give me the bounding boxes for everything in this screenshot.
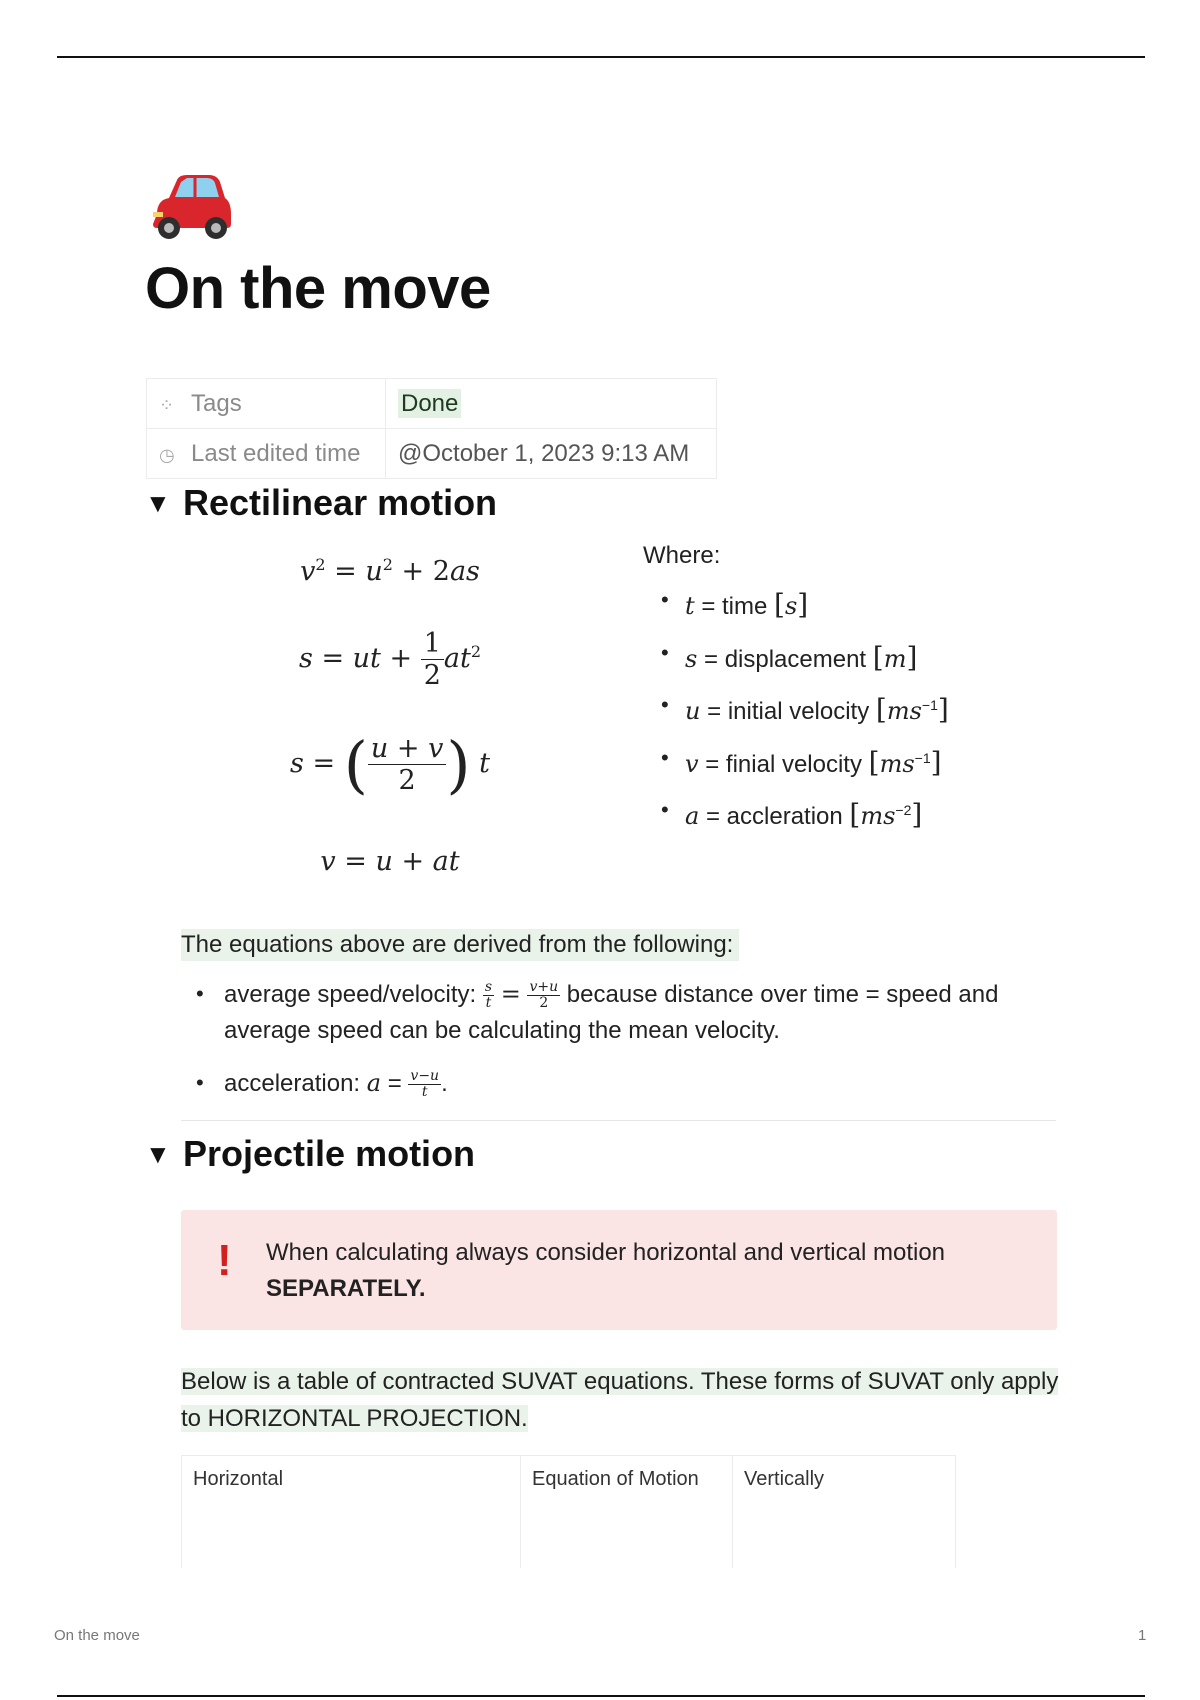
- property-value[interactable]: [386, 379, 717, 429]
- exclamation-icon: !: [217, 1236, 232, 1285]
- formula-v-minus-u-over-t: $\frac{v-u}{t}$: [410, 1068, 440, 1101]
- variable-list: [661, 588, 949, 851]
- footer-title: On the move: [54, 1627, 140, 1644]
- property-key: ⁘ Tags: [147, 379, 386, 429]
- property-value: @October 1, 2023 9:13 AM: [386, 429, 717, 479]
- list-item: • a = accleration $[ms^{-2}]$: [661, 798, 949, 851]
- list-item: • t = time [s]: [661, 588, 949, 641]
- property-row-last-edited: [147, 429, 717, 479]
- column-header-vertically: Vertically: [733, 1456, 956, 1569]
- list-item: • u = initial velocity $[ms^{-1}]$: [661, 693, 949, 746]
- list-item: • v = finial velocity $[ms^{-1}]$: [661, 746, 949, 799]
- loader-icon: ⁘: [159, 394, 175, 415]
- toggle-heading-rectilinear[interactable]: ▼ Rectilinear motion: [145, 482, 498, 523]
- column-header-horizontal: Horizontal: [182, 1456, 521, 1569]
- equation-v-u-at: v = u + at: [320, 846, 460, 877]
- formula-s-over-t: $\frac{s}{t}$: [484, 979, 493, 1012]
- table-note: Below is a table of contracted SUVAT equations. These forms of SUVAT only apply to HORIZONTAL PROJECTION.: [181, 1368, 1059, 1432]
- list-item: • average speed/velocity: $\frac{s}{t}$ = $\frac{v+u}{2}$ because distance over time = speed and average speed can be calculating the mean velocity.: [196, 976, 1046, 1049]
- toggle-triangle-icon[interactable]: ▼: [145, 1139, 171, 1169]
- page-title: On the move: [145, 256, 491, 321]
- equation-s-average: s = ( $\frac{u + v}{2}$ ) t: [290, 728, 490, 801]
- property-key: ◷ Last edited time: [147, 429, 386, 479]
- derived-note: The equations above are derived from the following:: [181, 929, 739, 961]
- property-row-tags: [147, 379, 717, 429]
- list-item: • acceleration: a = $\frac{v-u}{t}$ .: [196, 1065, 1046, 1102]
- bottom-rule: [57, 1695, 1145, 1697]
- suvat-table: [181, 1455, 956, 1568]
- formula-v-plus-u-over-2: $\frac{v+u}{2}$: [529, 979, 559, 1012]
- derivation-list: [196, 976, 1046, 1118]
- equation-s-ut: s = ut + $\frac{1}{2}$ $at^2$: [298, 628, 482, 692]
- equation-v2: $v^2 = u^2 + 2as$: [300, 555, 480, 587]
- where-label: Where:: [643, 542, 721, 569]
- top-rule: [57, 56, 1145, 58]
- footer-page-number: 1: [1138, 1627, 1147, 1644]
- clock-icon: ◷: [159, 444, 175, 465]
- divider: [181, 1120, 1056, 1121]
- table-header-row: [182, 1456, 956, 1569]
- warning-callout: ! When calculating always consider horizontal and vertical motion SEPARATELY.: [181, 1210, 1057, 1330]
- properties-table: [146, 378, 717, 479]
- list-item: • s = displacement [m]: [661, 641, 949, 694]
- red-car-icon: [143, 170, 235, 242]
- status-badge[interactable]: Done: [398, 389, 461, 418]
- toggle-heading-projectile[interactable]: ▼ Projectile motion: [145, 1133, 476, 1174]
- toggle-triangle-icon[interactable]: ▼: [145, 488, 171, 518]
- column-header-equation: Equation of Motion: [521, 1456, 733, 1569]
